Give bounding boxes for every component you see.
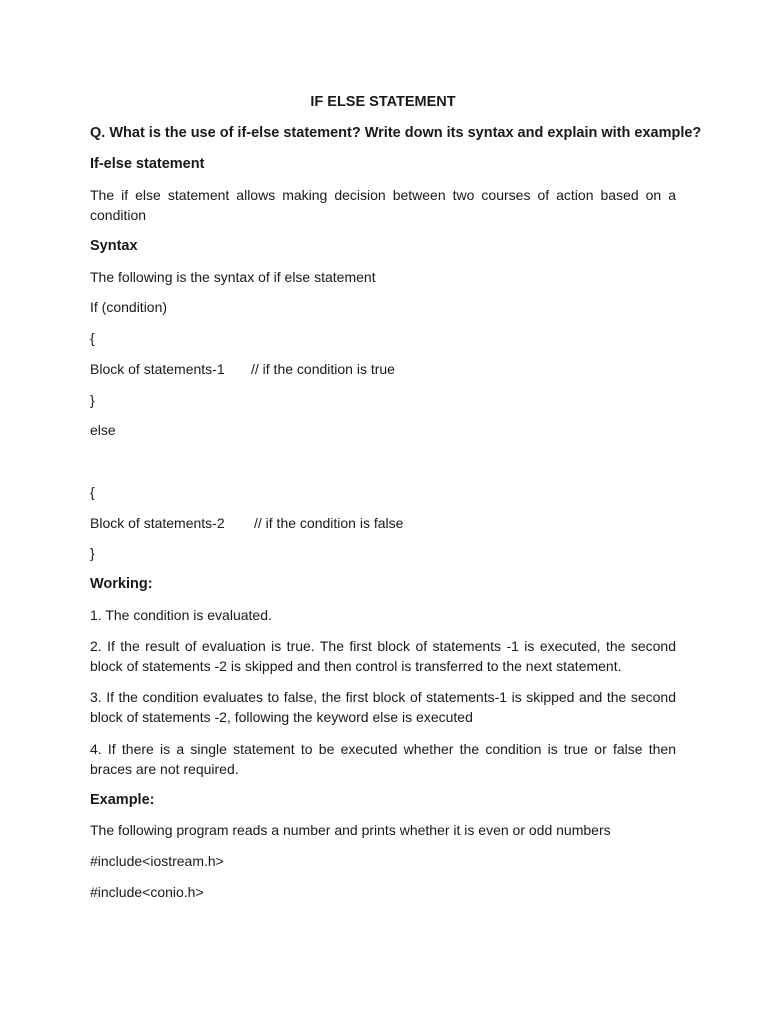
syntax-close-brace-1: } (90, 392, 95, 408)
syntax-block-2: Block of statements-2 (90, 515, 225, 531)
document-title: IF ELSE STATEMENT (310, 94, 456, 110)
working-step-3: 3. If the condition evaluates to false, the first block of statements-1 is skipped and the second block of statements -2, following the keyword else is executed (90, 689, 676, 725)
syntax-block-1: Block of statements-1 (90, 361, 225, 377)
syntax-comment-2: // if the condition is false (254, 515, 404, 531)
syntax-close-brace-2: } (90, 545, 95, 561)
working-step-2: 2. If the result of evaluation is true. The first block of statements -1 is executed, the second block of statements -2 is skipped and then control is transferred to the next statement. (90, 638, 676, 674)
section-heading-working: Working: (90, 576, 153, 592)
example-intro: The following program reads a number and prints whether it is even or odd numbers (90, 822, 611, 838)
example-code-line-1: #include<iostream.h> (90, 853, 224, 869)
working-step-1: 1. The condition is evaluated. (90, 607, 272, 623)
section-heading-example: Example: (90, 792, 155, 808)
syntax-open-brace-1: { (90, 330, 95, 346)
syntax-comment-1: // if the condition is true (251, 361, 395, 377)
working-step-4: 4. If there is a single statement to be executed whether the condition is true or false then braces are not required. (90, 741, 676, 777)
syntax-intro: The following is the syntax of if else statement (90, 269, 376, 285)
section-heading-ifelse: If-else statement (90, 156, 205, 172)
question-heading: Q. What is the use of if-else statement? Write down its syntax and explain with example? (90, 125, 702, 141)
syntax-if-line: If (condition) (90, 299, 168, 315)
document-page (90, 0, 702, 1024)
syntax-else-line: else (90, 422, 116, 438)
intro-paragraph: The if else statement allows making decision between two courses of action based on a condition (90, 187, 676, 223)
example-code-line-2: #include<conio.h> (90, 884, 204, 900)
section-heading-syntax: Syntax (90, 238, 138, 254)
syntax-open-brace-2: { (90, 484, 95, 500)
